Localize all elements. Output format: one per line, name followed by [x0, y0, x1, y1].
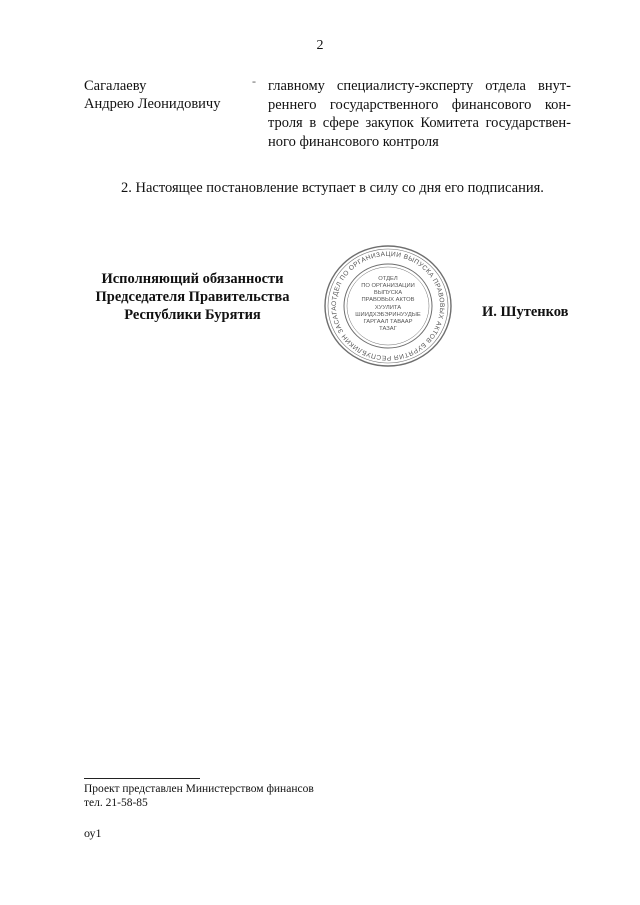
- signatory-title: [84, 270, 301, 324]
- seal-ring-text: ОТДЕЛ ПО ОРГАНИЗАЦИИ ВЫПУСКА ПРАВОВЫХ АКТОВ БУРЯТИЯ РЕСПУБЛИКИН ЗАСАГА: [330, 250, 446, 362]
- signatory-title-line: Председателя Правительства: [95, 289, 290, 305]
- position-line: главному специалисту-эксперту отдела внут-: [268, 78, 571, 94]
- footnote: [84, 782, 314, 810]
- seal-center-line: ПО ОРГАНИЗАЦИИ: [361, 283, 415, 289]
- position-line: троля в сфере закупок Комитета государствен-: [268, 115, 571, 132]
- seal-center-line: ХУУЛИТА: [374, 305, 402, 311]
- document-code: оу1: [84, 826, 102, 840]
- seal-center-line: ГАРГААЛ ТАВААР: [363, 319, 413, 325]
- seal-center-line: ПРАВОВЫХ АКТОВ: [361, 297, 415, 303]
- seal-center-line: ОТДЕЛ: [378, 276, 398, 282]
- footnote-phone: тел. 21-58-85: [84, 797, 148, 809]
- addressee-position: [268, 77, 571, 152]
- footnote-line: Проект представлен Министерством финансов: [84, 783, 314, 795]
- seal-center-line: ТАЗАГ: [379, 326, 397, 332]
- dash-separator: -: [252, 74, 256, 88]
- position-line: ного финансового контроля: [268, 134, 439, 151]
- signatory-title-line: Исполняющий обязанности: [101, 271, 284, 287]
- seal-center-line: ВЫПУСКА: [373, 290, 403, 296]
- footnote-divider: [84, 778, 200, 779]
- official-seal: [323, 244, 453, 368]
- addressee-name: [84, 77, 220, 113]
- clause-2: 2. Настоящее постановление вступает в силу со дня его подписания.: [121, 180, 544, 196]
- position-line: реннего государственного финансового кон-: [268, 96, 571, 113]
- signatory-title-line: Республики Бурятия: [124, 307, 261, 323]
- addressee-given-names: Андрею Леонидовичу: [84, 96, 221, 112]
- signatory-name: И. Шутенков: [482, 304, 569, 320]
- seal-center-line: ШИИДХЭБЭРИНУУДЫЕ: [355, 312, 421, 318]
- page-number: 2: [316, 38, 324, 53]
- addressee-surname: Сагалаеву: [84, 78, 147, 94]
